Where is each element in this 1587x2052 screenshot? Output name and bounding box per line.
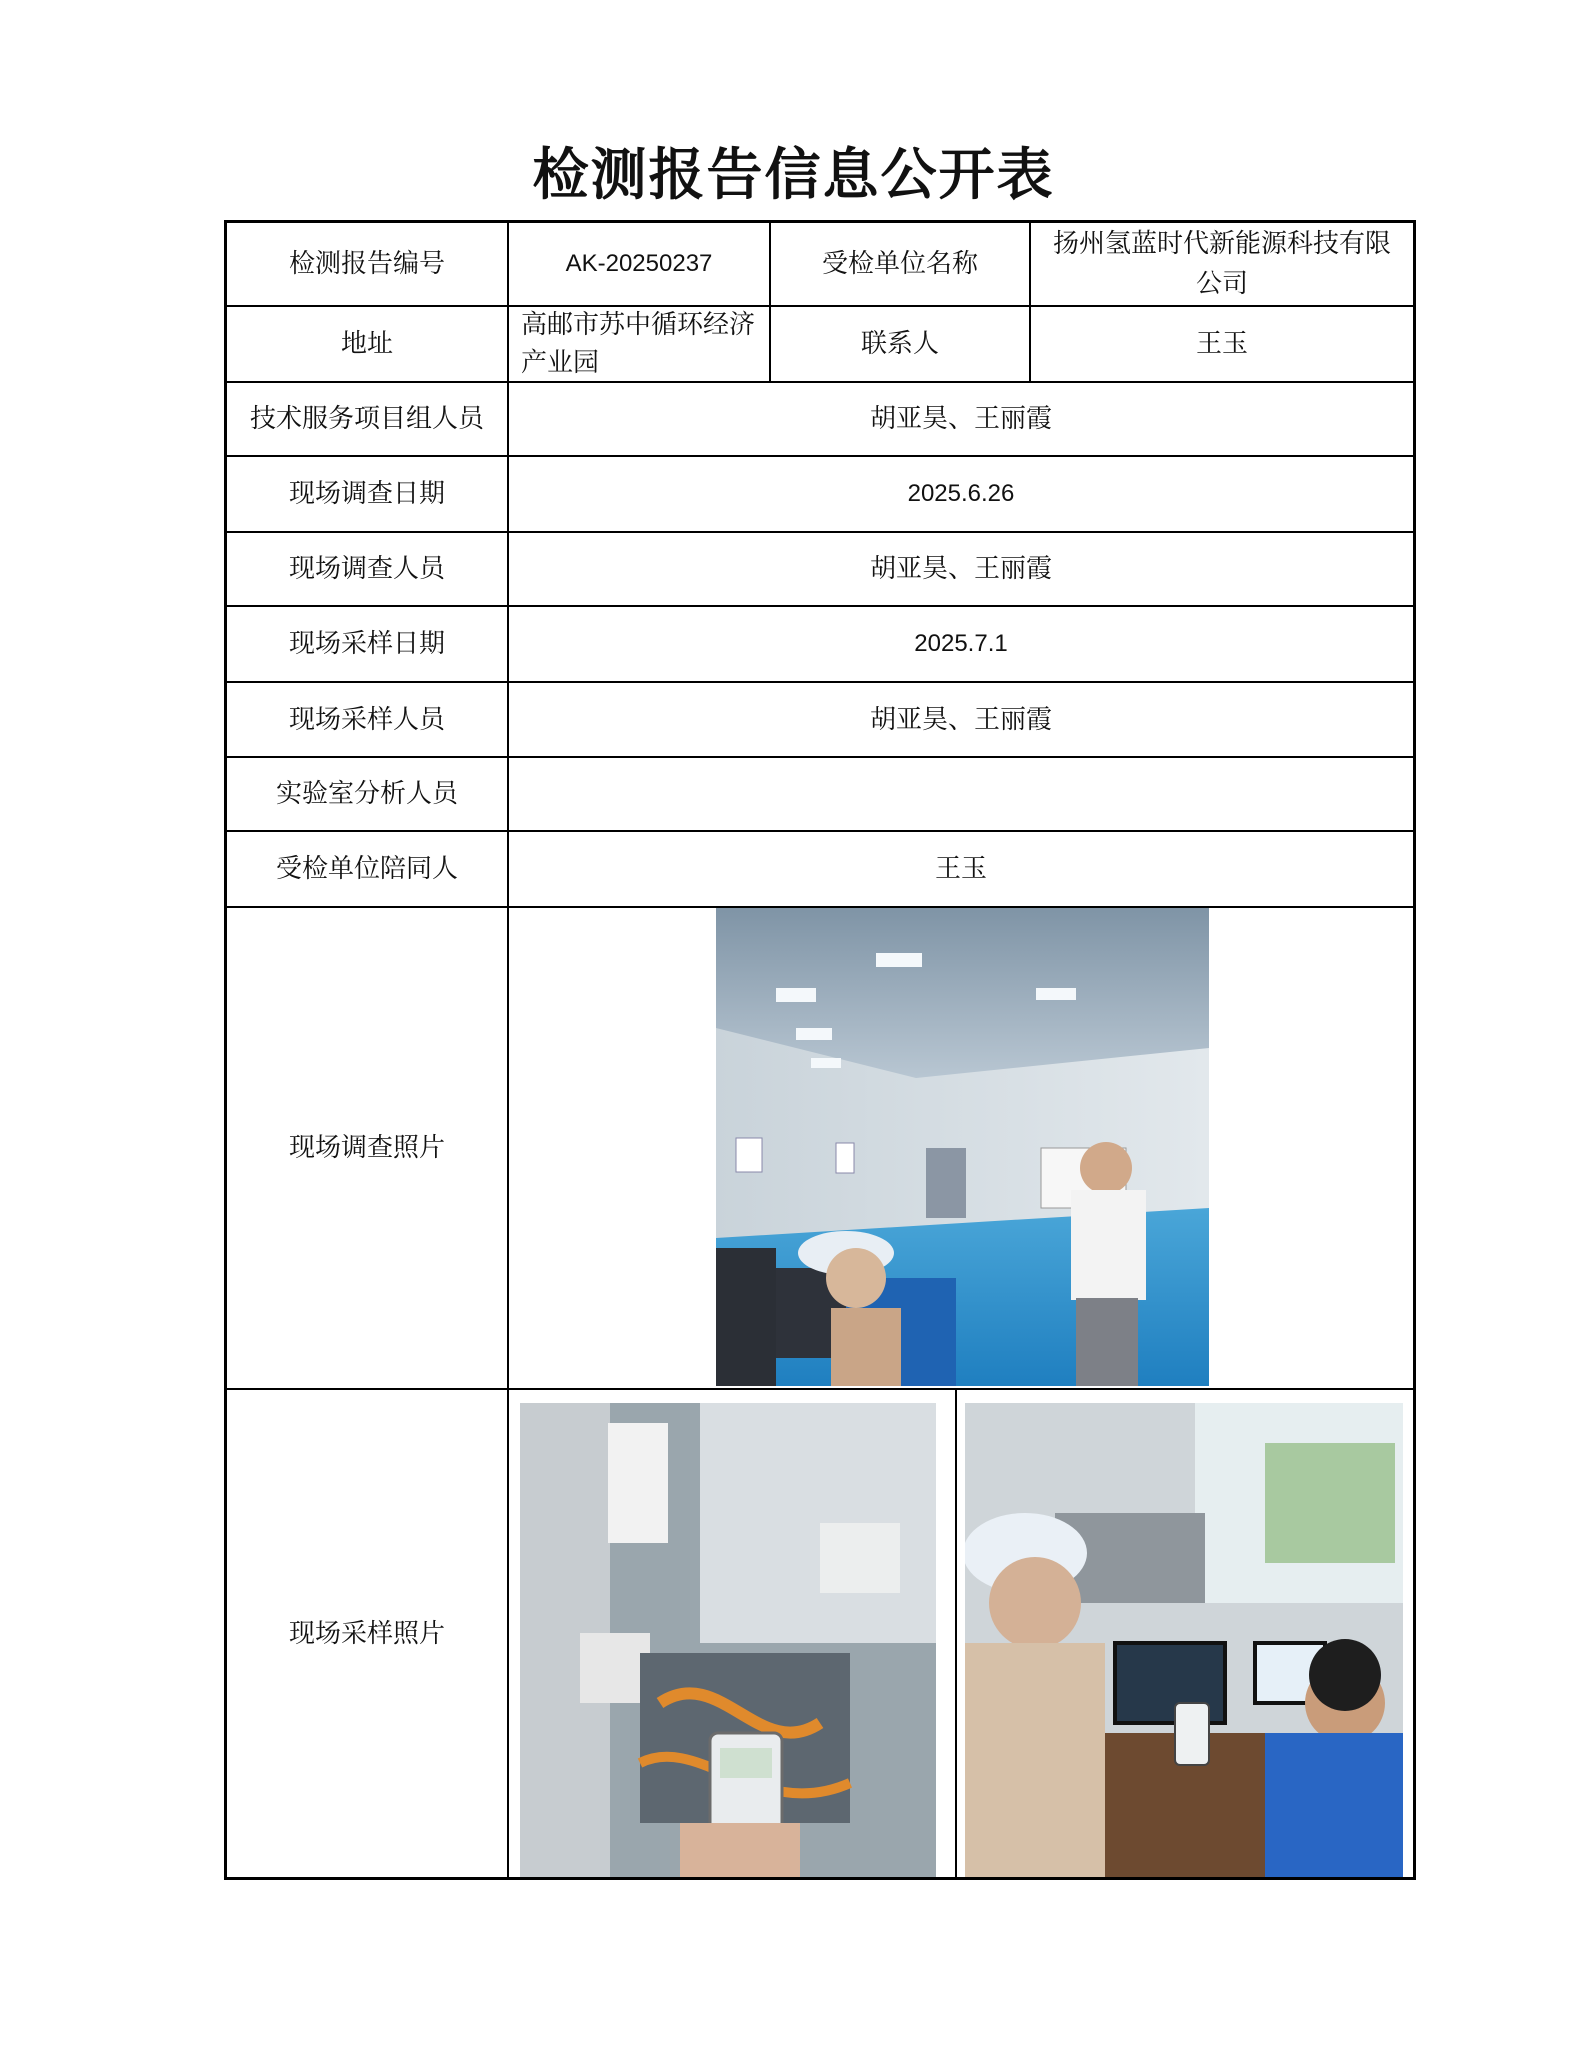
team-value: 胡亚昊、王丽霞 xyxy=(869,404,1052,434)
sampling-photo-equipment xyxy=(520,1403,936,1877)
sampling-date-label: 现场采样日期 xyxy=(288,629,445,659)
sampling-staff-value: 胡亚昊、王丽霞 xyxy=(869,704,1052,735)
unit-name-value: 扬州氢蓝时代新能源科技有限公司 xyxy=(1052,229,1391,299)
survey-staff-value: 胡亚昊、王丽霞 xyxy=(869,554,1052,584)
address-value: 高邮市苏中循环经济产业园 xyxy=(521,310,756,378)
lab-staff-value xyxy=(509,758,1413,830)
contact-label: 联系人 xyxy=(860,329,939,359)
sampling-photo-control-room xyxy=(965,1403,1403,1877)
info-table xyxy=(224,220,1416,1880)
sampling-date-value: 2025.7.1 xyxy=(914,630,1008,657)
escort-value: 王玉 xyxy=(934,854,987,884)
address-label: 地址 xyxy=(340,329,393,359)
survey-photo xyxy=(716,908,1209,1386)
escort-label: 受检单位陪同人 xyxy=(275,854,458,884)
sampling-staff-label: 现场采样人员 xyxy=(288,704,445,735)
page-title: 检测报告信息公开表 xyxy=(532,143,1055,208)
contact-value: 王玉 xyxy=(1195,329,1248,359)
survey-date-value: 2025.6.26 xyxy=(907,480,1015,507)
team-label: 技术服务项目组人员 xyxy=(249,404,484,434)
report-no-label: 检测报告编号 xyxy=(288,249,445,279)
sampling-photo-label: 现场采样照片 xyxy=(288,1618,445,1649)
survey-date-label: 现场调查日期 xyxy=(288,479,445,509)
survey-photo-label: 现场调查照片 xyxy=(288,1133,445,1163)
report-no-value: AK-20250237 xyxy=(565,250,713,277)
unit-name-label: 受检单位名称 xyxy=(821,249,978,279)
survey-staff-label: 现场调查人员 xyxy=(288,554,445,584)
lab-staff-label: 实验室分析人员 xyxy=(275,779,458,809)
